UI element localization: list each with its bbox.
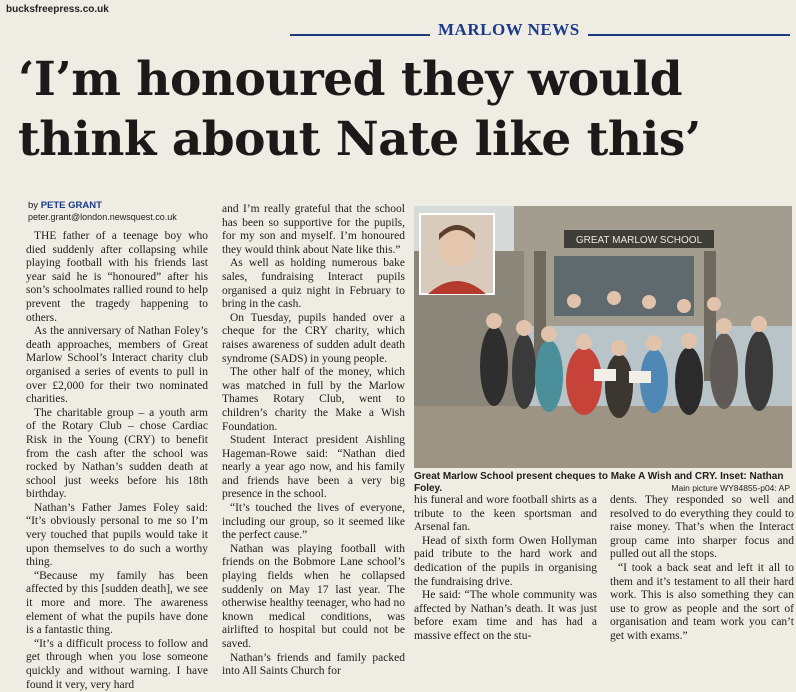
paragraph: and I’m really grateful that the school has been so supportive for the pupils, for my son and myself. I’m honoured they would think about Nate like this.” [222, 203, 405, 256]
paragraph: THE father of a teenage boy who died suddenly after collapsing while playing football with his friends last year said he is “honoured” after his son’s schoolmates rallied round to help prevent the tragedy happening to others. [26, 230, 208, 324]
section-title: MARLOW NEWS [430, 20, 588, 40]
paragraph: “It’s a difficult process to follow and get through when you lose someone quickly and without warning. I have found it very, very hard [26, 637, 208, 691]
paragraph: “It’s touched the lives of everyone, including our group, so it seemed like the perfect cause.” [222, 502, 405, 542]
column-4 [610, 494, 794, 644]
byline-prefix: by [28, 200, 41, 211]
paragraph: “I took a back seat and left it all to them and it’s testament to all their hard work. This is also something they can use to grow as people and the sort of organisation and team work you can’t get with exams.” [610, 561, 794, 642]
paragraph: As well as holding numerous bake sales, fundraising Interact pupils organised a quiz night in February to bring in the cash. [222, 257, 405, 311]
paragraph: He said: “The whole community was affected by Nathan’s death. It was just before exam time and has had a massive effect on the stu- [414, 589, 597, 642]
column-2 [222, 203, 405, 679]
paragraph: “Because my family has been affected by this [sudden death], we see it more and more. The awareness element of what the pupils have done is a fantastic thing. [26, 569, 208, 637]
paragraph: his funeral and wore football shirts as a tribute to the keen sportsman and Arsenal fan. [414, 494, 597, 534]
paragraph: The other half of the money, which was matched in full by the Marlow Thames Rotary Club, went to children’s charity the Make a Wish Foundation. [222, 366, 405, 433]
column-1 [26, 230, 208, 692]
site-url: bucksfreepress.co.uk [6, 4, 109, 15]
photo-caption: Great Marlow School present cheques to Make A Wish and CRY. Inset: Nathan Foley. [414, 471, 784, 494]
paragraph: On Tuesday, pupils handed over a cheque for the CRY charity, which raises awareness of sudden adult death syndrome (SADS) in young people. [222, 311, 405, 365]
paragraph: The charitable group – a youth arm of the Rotary Club – chose Cardiac Risk in the Young (CRY) to benefit from the cash after the school was rocked by Nathan’s sudden death at school just weeks before his 18th birthday. [26, 406, 208, 501]
paragraph: Nathan’s Father James Foley said: “It’s obviously personal to me so I’m very touched that pupils would take it upon themselves to do such a worthy thing. [26, 501, 208, 569]
school-photo [414, 206, 792, 468]
author-email: peter.grant@london.newsquest.co.uk [28, 212, 177, 222]
paragraph: Nathan’s friends and family packed into All Saints Church for [222, 651, 405, 678]
paragraph: Head of sixth form Owen Hollyman paid tribute to the hard work and dedication of the pupils in organising the fundraising drive. [414, 534, 597, 588]
byline [28, 200, 102, 211]
paragraph: Nathan was playing football with friends on the Bobmore Lane school’s playing fields when he collapsed suddenly on May 17 last year. The otherwise healthy teenager, who had no known medical conditions, was airlifted to hospital but could not be saved. [222, 542, 405, 650]
headline-line-1: ‘I’m honoured they would [18, 52, 683, 107]
paragraph: Student Interact president Aishling Hageman-Rowe said: “Nathan died nearly a year ago now, and his family and friends have been a very big presence in the school. [222, 434, 405, 501]
paragraph: As the anniversary of Nathan Foley’s death approaches, members of Great Marlow School’s Interact charity club organised a series of events to pull in over £2,000 for their two nominated charities. [26, 325, 208, 406]
headline [18, 50, 794, 170]
column-3 [414, 494, 597, 644]
photo-illustration [414, 206, 792, 468]
headline-line-2: think about Nate like this’ [18, 112, 701, 167]
paragraph: dents. They responded so well and resolved to do everything they could to raise money. That’s when the Interact group came into sharper focus and pulled out all the stops. [610, 494, 794, 561]
school-sign-text: GREAT MARLOW SCHOOL [575, 235, 703, 246]
author-name: PETE GRANT [40, 200, 102, 211]
photo-credit: Main picture WY84855-p04: AP [671, 483, 790, 493]
